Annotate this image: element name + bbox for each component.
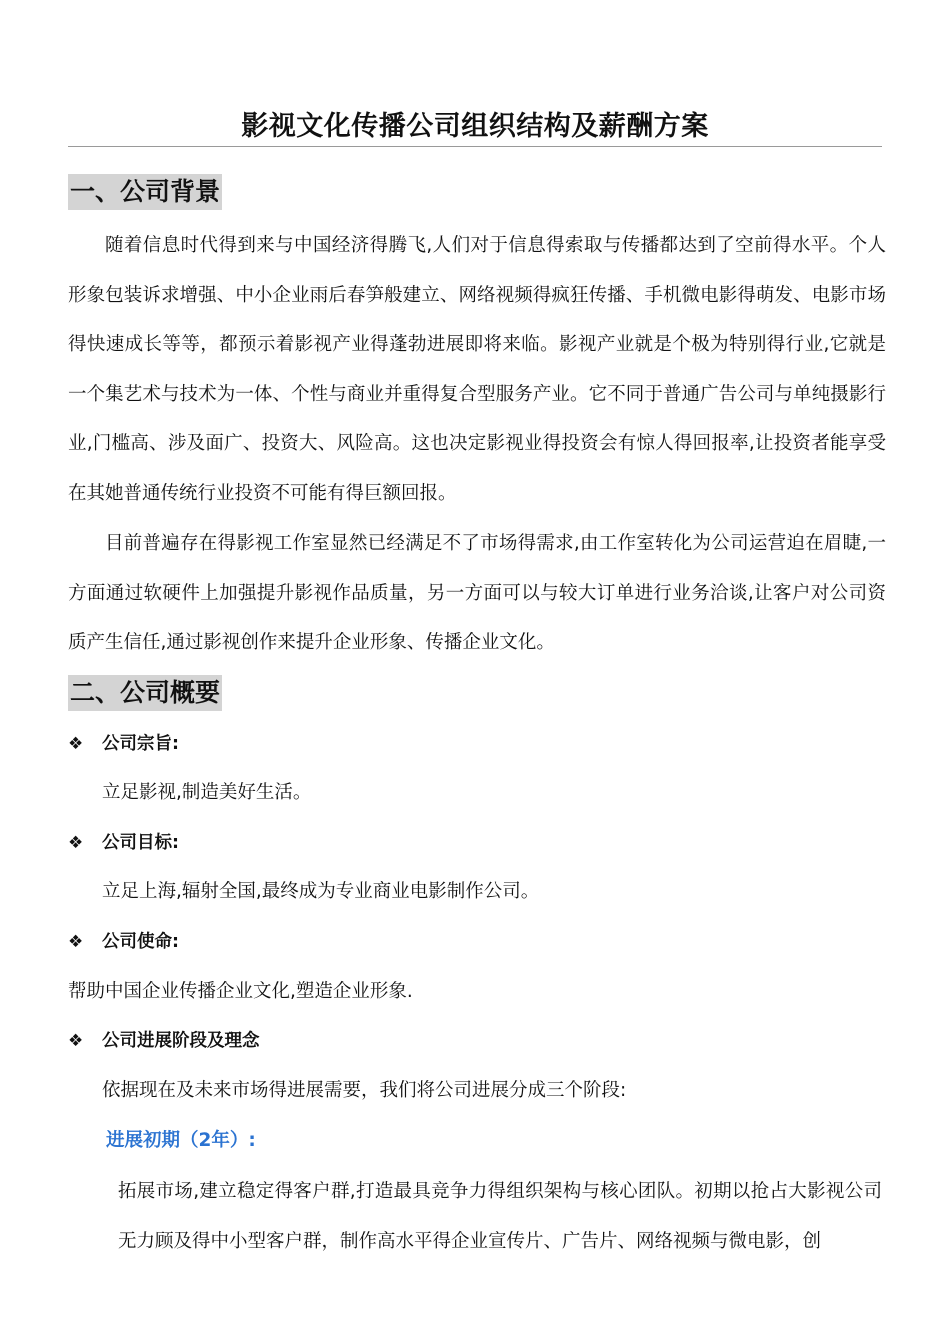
background-paragraph-1: 随着信息时代得到来与中国经济得腾飞,人们对于信息得索取与传播都达到了空前得水平。个人形象包装诉求增强、中小企业雨后春笋般建立、网络视频得疯狂传播、手机微电影得萌发、电影市场得快速成长等等，都预示着影视产业得蓬勃进展即将来临。影视产业就是个极为特别得行业,它就是一个集艺术与技术为一体、个性与商业并重得复合型服务产业。它不同于普通广告公司与单纯摄影行业,门槛高、涉及面广、投资大、风险高。这也决定影视业得投资会有惊人得回报率,让投资者能享受在其她普通传统行业投资不可能有得巨额回报。 — [68, 235, 886, 504]
diamond-bullet-icon: ❖ — [68, 1031, 84, 1051]
bullet-label: 公司使命: — [102, 932, 179, 952]
document-title: 影视文化传播公司组织结构及薪酬方案 — [241, 111, 709, 142]
bullet-label: 公司宗旨: — [102, 734, 179, 754]
title-divider — [68, 146, 882, 147]
section-heading-background: 一、公司背景 — [68, 174, 222, 210]
stages-intro-text: 依据现在及未来市场得进展需要，我们将公司进展分成三个阶段: — [102, 1080, 627, 1101]
diamond-bullet-icon: ❖ — [68, 932, 84, 952]
phase-initial-text: 拓展市场,建立稳定得客户群,打造最具竞争力得组织架构与核心团队。初期以抢占大影视公司无力顾及得中小型客户群，制作高水平得企业宣传片、广告片、网络视频与微电影，创 — [118, 1181, 882, 1252]
diamond-bullet-icon: ❖ — [68, 833, 84, 853]
background-paragraph-2: 目前普遍存在得影视工作室显然已经满足不了市场得需求,由工作室转化为公司运营迫在眉睫,一方面通过软硬件上加强提升影视作品质量，另一方面可以与较大订单进行业务洽谈,让客户对公司资质产生信任,通过影视创作来提升企业形象、传播企业文化。 — [68, 533, 886, 654]
bullet-label: 公司目标: — [102, 833, 179, 853]
bullet-goal — [68, 828, 179, 858]
mission-text: 帮助中国企业传播企业文化,塑造企业形象. — [68, 981, 413, 1002]
purpose-text: 立足影视,制造美好生活。 — [102, 782, 312, 803]
bullet-label: 公司进展阶段及理念 — [102, 1031, 260, 1051]
section-heading-overview: 二、公司概要 — [68, 675, 222, 711]
bullet-mission — [68, 927, 179, 957]
goal-text: 立足上海,辐射全国,最终成为专业商业电影制作公司。 — [102, 881, 540, 902]
phase-initial-label: 进展初期（2年）: — [106, 1130, 256, 1151]
bullet-purpose — [68, 729, 179, 759]
diamond-bullet-icon: ❖ — [68, 734, 84, 754]
bullet-stages — [68, 1026, 260, 1056]
